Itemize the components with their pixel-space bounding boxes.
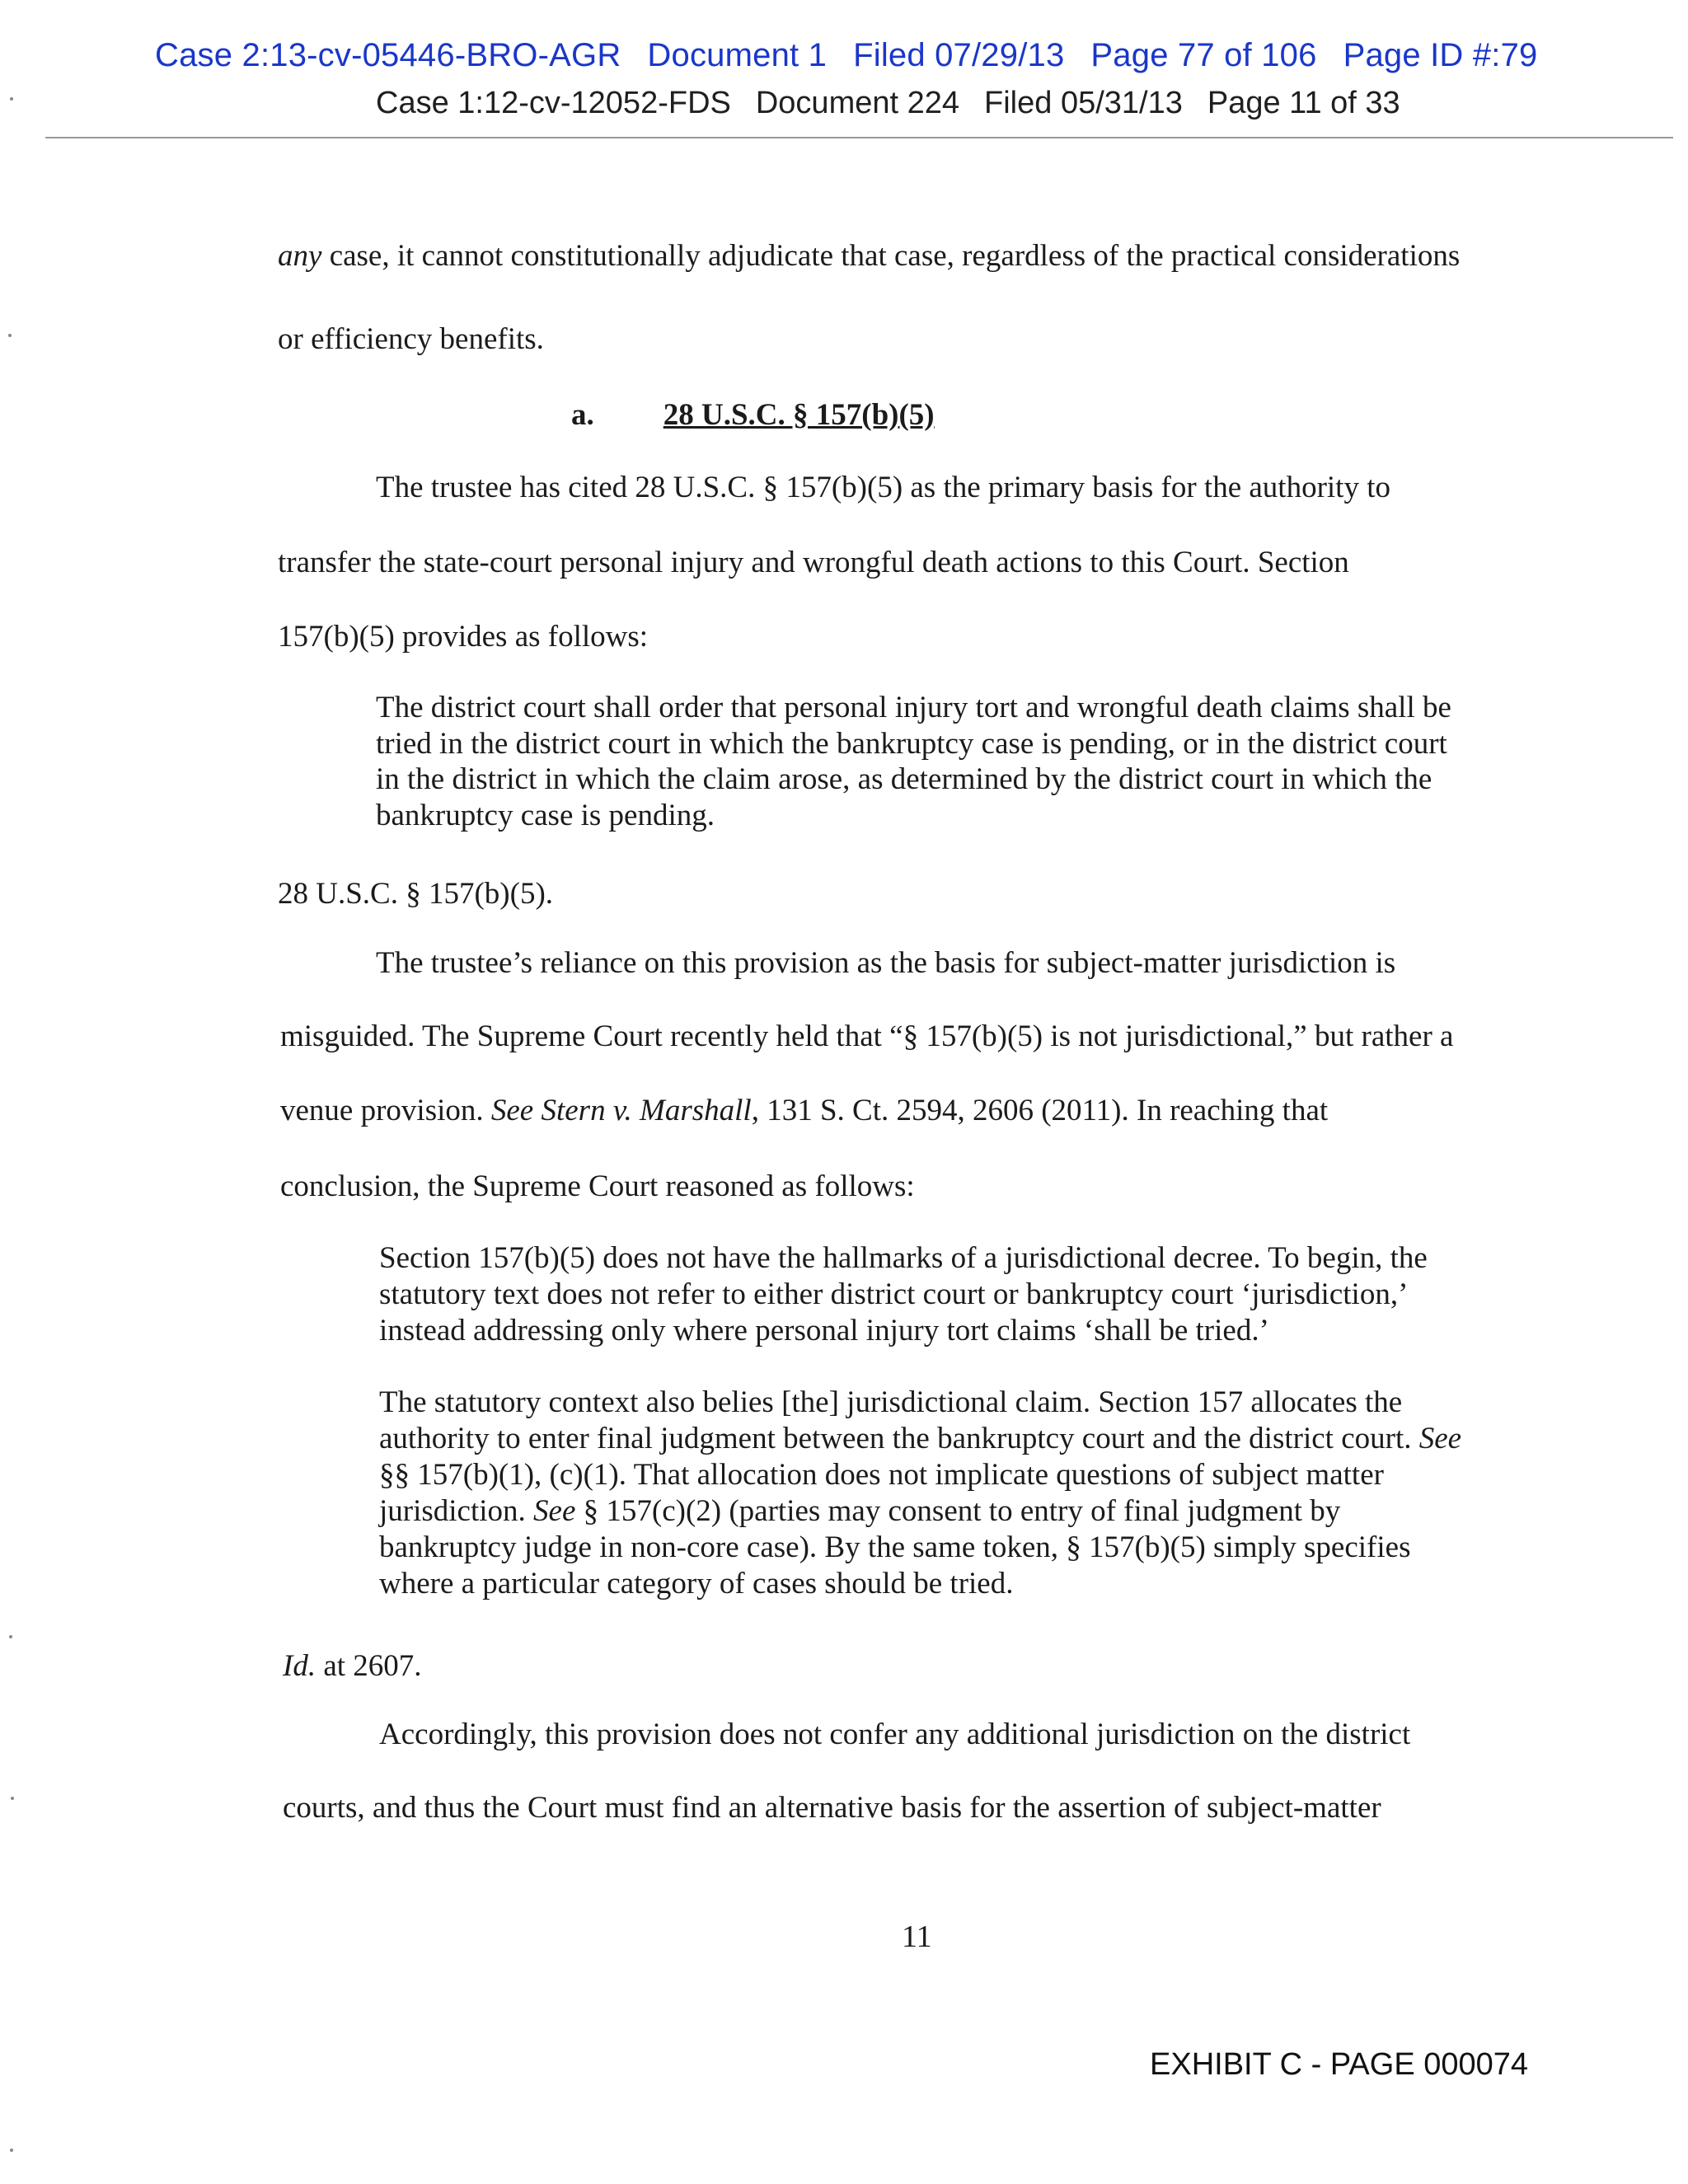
body-line: or efficiency benefits. <box>278 322 544 356</box>
scan-speck <box>10 97 13 101</box>
orig-case-number: Case 1:12-cv-12052-FDS <box>376 86 731 120</box>
paragraph-line: The trustee’s reliance on this provision as the basis for subject-matter jurisdiction is <box>376 946 1396 980</box>
filing-stamp <box>155 37 1537 74</box>
scan-speck <box>11 1797 14 1800</box>
section-citation: 28 U.S.C. § 157(b)(5) <box>663 398 935 432</box>
paragraph-line: 157(b)(5) provides as follows: <box>278 620 649 654</box>
block-quote-line: bankruptcy judge in non-core case). By the same token, § 157(b)(5) simply specifies <box>379 1530 1411 1564</box>
paragraph-line: Accordingly, this provision does not confer any additional jurisdiction on the district <box>379 1718 1411 1751</box>
orig-filed-date: Filed 05/31/13 <box>984 86 1183 120</box>
case-citation: See Stern v. Marshall <box>490 1094 752 1127</box>
block-quote-line: instead addressing only where personal injury tort claims ‘shall be tried.’ <box>379 1314 1269 1347</box>
block-quote-line: The district court shall order that personal injury tort and wrongful death claims shall be <box>376 691 1451 724</box>
orig-page: Page 11 of 33 <box>1207 86 1400 120</box>
orig-document: Document 224 <box>755 86 960 120</box>
scan-speck <box>10 2149 13 2152</box>
header-rule <box>45 137 1673 138</box>
citation-line: Id. at 2607. <box>283 1649 422 1683</box>
paragraph-line: transfer the state-court personal injury and wrongful death actions to this Court. Section <box>278 546 1349 579</box>
original-filing-header <box>376 86 1400 121</box>
stamp-filed-date: Filed 07/29/13 <box>853 37 1065 73</box>
block-quote-line: jurisdiction. See § 157(c)(2) (parties may consent to entry of final judgment by <box>379 1494 1341 1528</box>
block-quote-line: tried in the district court in which the bankruptcy case is pending, or in the district court <box>376 727 1447 761</box>
body-line: any case, it cannot constitutionally adjudicate that case, regardless of the practical considerations <box>278 239 1461 273</box>
scan-speck <box>8 334 12 337</box>
exhibit-label: EXHIBIT C - PAGE 000074 <box>1150 2047 1529 2082</box>
stamp-case-number: Case 2:13-cv-05446-BRO-AGR <box>155 37 621 73</box>
stamp-page: Page 77 of 106 <box>1090 37 1317 73</box>
stamp-page-id: Page ID #:79 <box>1343 37 1538 73</box>
section-marker: a. <box>571 398 594 432</box>
stamp-document: Document 1 <box>647 37 828 73</box>
paragraph-line: conclusion, the Supreme Court reasoned as follows: <box>280 1169 915 1203</box>
paragraph-line: misguided. The Supreme Court recently held that “§ 157(b)(5) is not jurisdictional,” but rather a <box>280 1019 1454 1053</box>
paragraph-line: venue provision. See Stern v. Marshall, 131 S. Ct. 2594, 2606 (2011). In reaching that <box>280 1094 1329 1127</box>
section-heading <box>571 397 935 433</box>
page-number: 11 <box>902 1919 932 1954</box>
block-quote-line: Section 157(b)(5) does not have the hallmarks of a jurisdictional decree. To begin, the <box>379 1241 1428 1275</box>
block-quote-line: bankruptcy case is pending. <box>376 799 715 832</box>
paragraph-line: The trustee has cited 28 U.S.C. § 157(b)(5) as the primary basis for the authority to <box>376 471 1390 504</box>
block-quote-line: statutory text does not refer to either district court or bankruptcy court ‘jurisdiction,’ <box>379 1277 1409 1311</box>
block-quote-line: where a particular category of cases should be tried. <box>379 1567 1014 1601</box>
block-quote-line: The statutory context also belies [the] jurisdictional claim. Section 157 allocates the <box>379 1385 1403 1419</box>
scan-speck <box>9 1635 12 1638</box>
block-quote-line: authority to enter final judgment between the bankruptcy court and the district court. See <box>379 1422 1462 1455</box>
citation-line: 28 U.S.C. § 157(b)(5). <box>278 877 554 911</box>
paragraph-line: courts, and thus the Court must find an alternative basis for the assertion of subject-matter <box>283 1791 1381 1825</box>
block-quote-line: in the district in which the claim arose, as determined by the district court in which the <box>376 762 1432 796</box>
block-quote-line: §§ 157(b)(1), (c)(1). That allocation does not implicate questions of subject matter <box>379 1458 1384 1492</box>
